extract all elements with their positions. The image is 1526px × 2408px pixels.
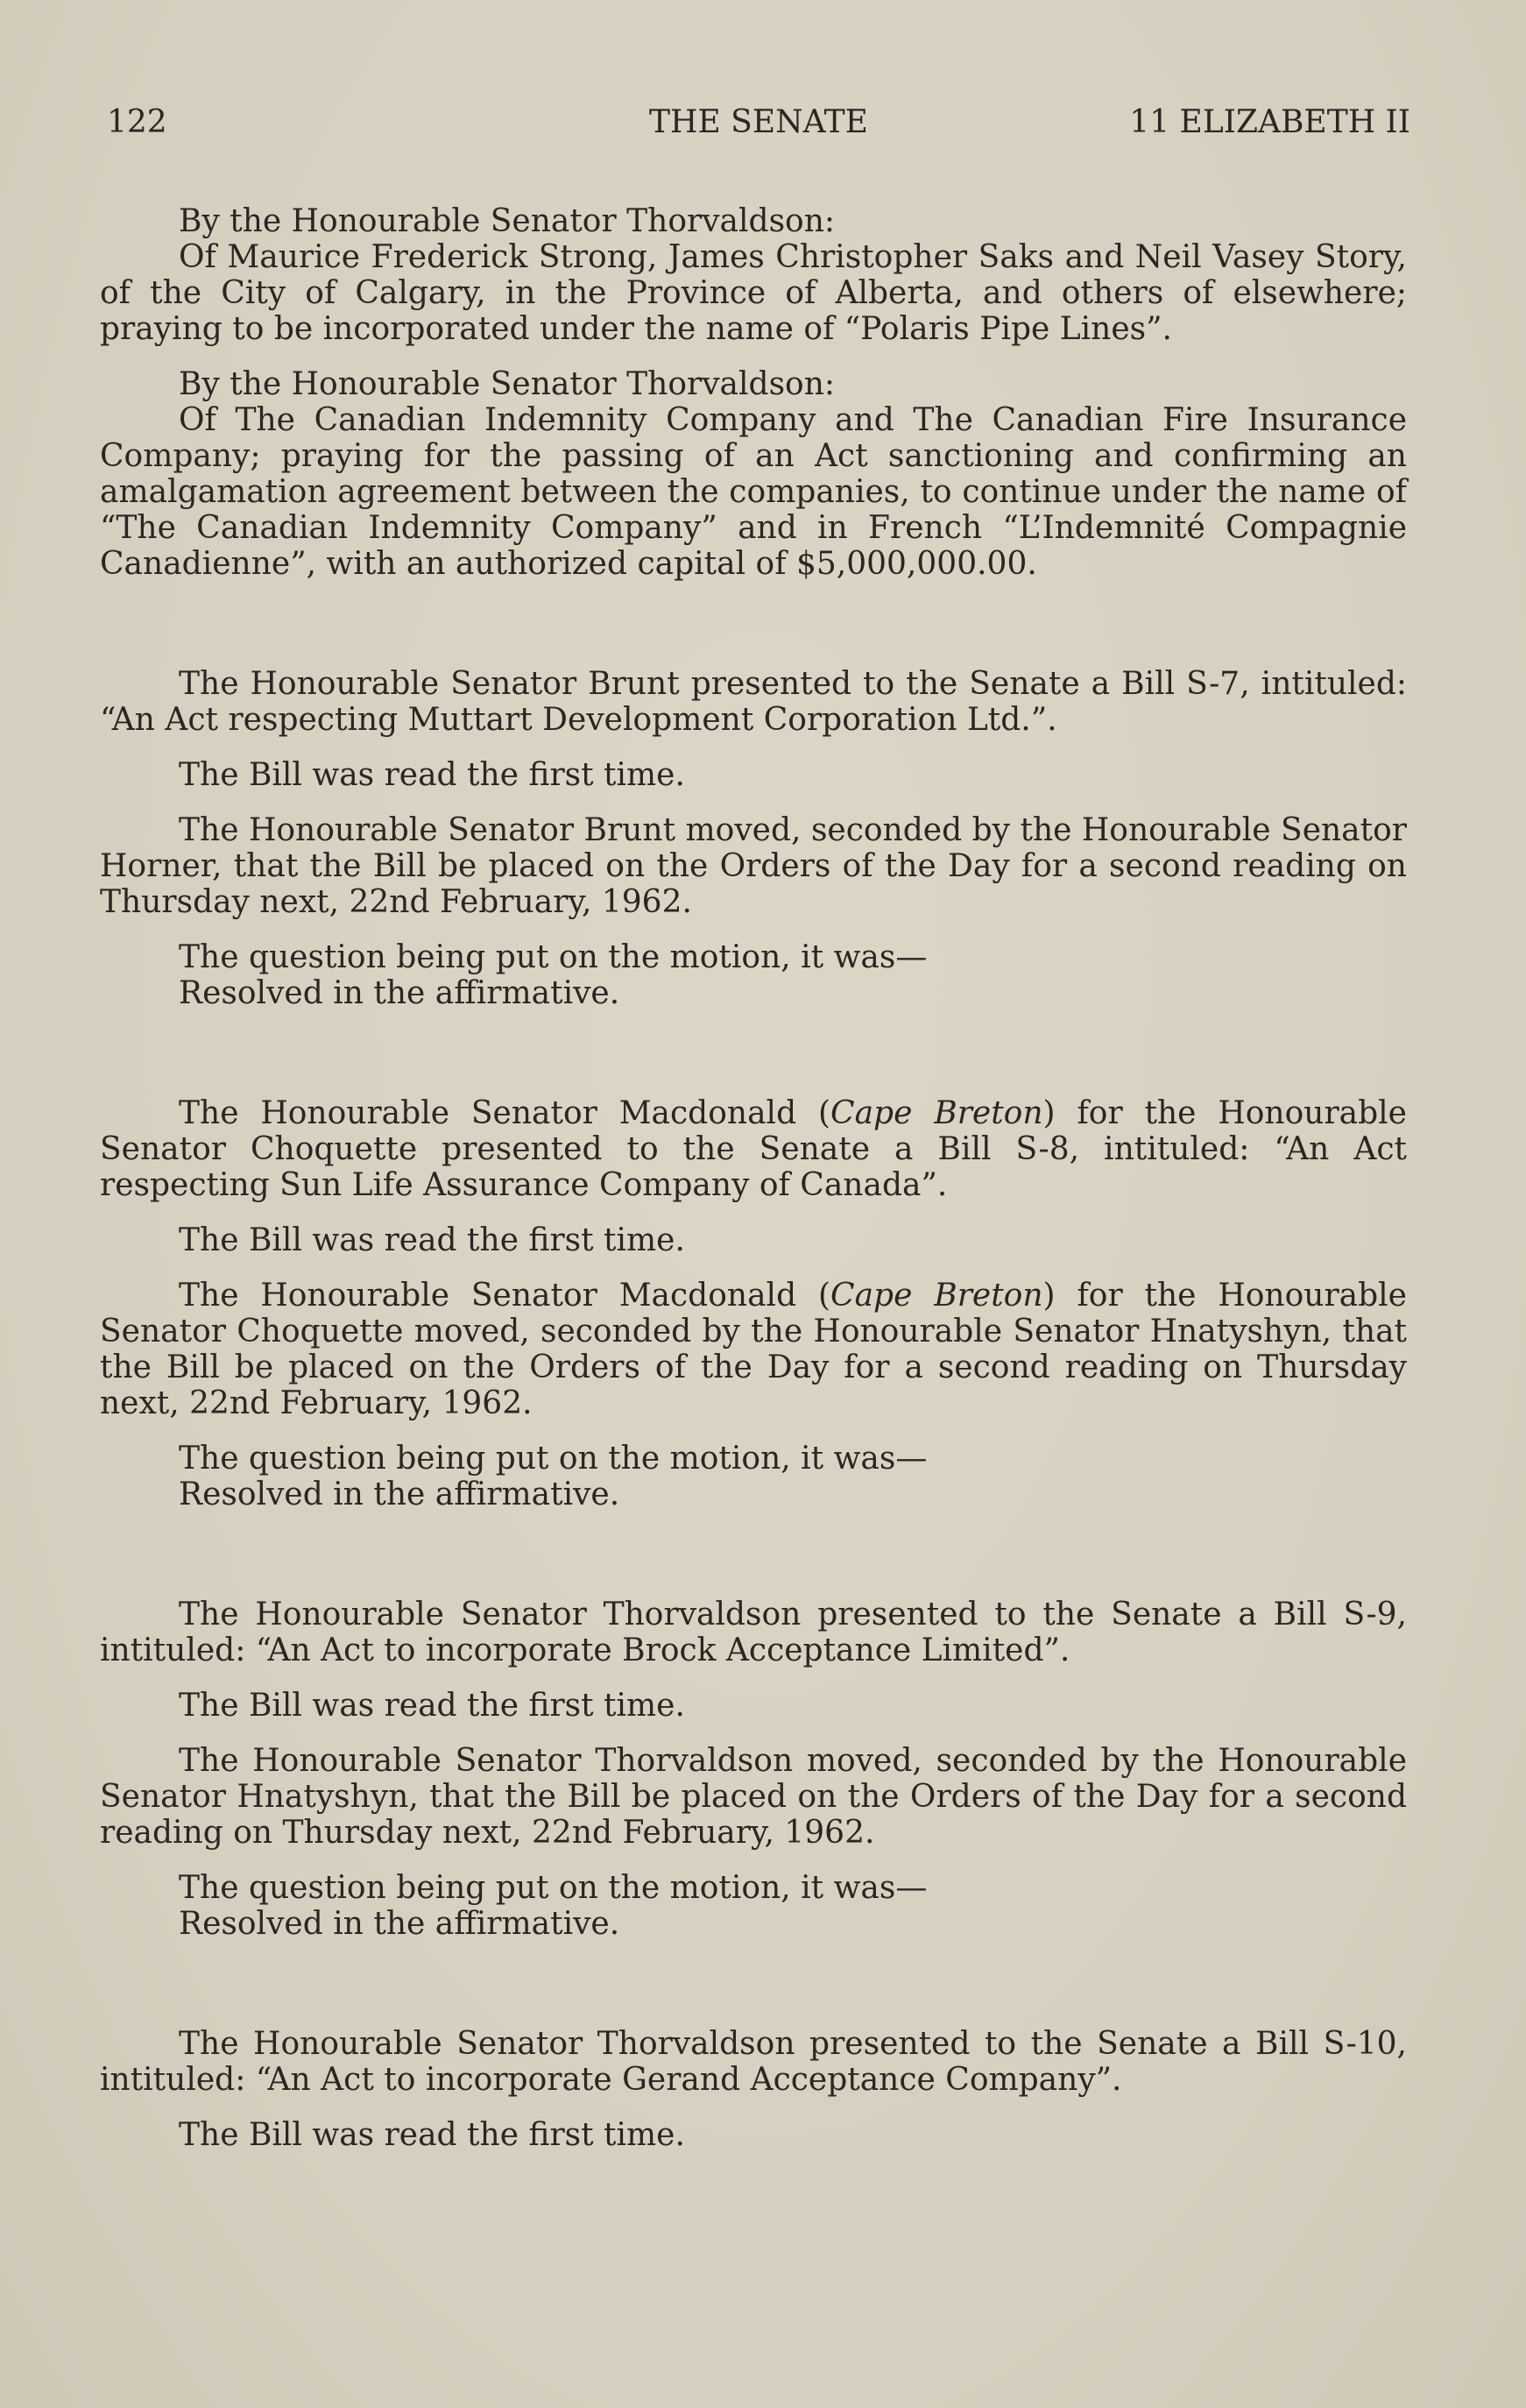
bill-s8-presented-b: ) for the Honourable Senator Choquette presented to the Senate a Bill S-8, intituled: “An Act respecting Sun Life Assurance Company of Canada”. bbox=[100, 1095, 1407, 1203]
bill-s8-resolved: Resolved in the affirmative. bbox=[179, 1477, 620, 1512]
bill-s10-first-reading: The Bill was read the first time. bbox=[179, 2117, 685, 2153]
bill-s7-motion: The Honourable Senator Brunt moved, seconded by the Honourable Senator Horner, that the Bill be placed on the Orders of the Day for a second reading on Thursday next, 22nd February, 1962. bbox=[100, 812, 1407, 920]
bill-s10-presented: The Honourable Senator Thorvaldson presented to the Senate a Bill S-10, intituled: “An Act to incorporate Gerand Acceptance Company”. bbox=[100, 2026, 1407, 2098]
bill-s8-motion-b: ) for the Honourable Senator Choquette moved, seconded by the Honourable Senator Hnatyshyn, that the Bill be placed on the Orders of the Day for a second reading on Thursday next, 22nd February, 1962. bbox=[100, 1278, 1407, 1421]
header-session: 11 ELIZABETH II bbox=[1129, 104, 1410, 140]
bill-s8-question: The question being put on the motion, it was— bbox=[179, 1441, 928, 1477]
header-title: THE SENATE bbox=[649, 104, 868, 140]
bill-s8-presented-riding: Cape Breton bbox=[830, 1095, 1043, 1131]
petition-2-by: By the Honourable Senator Thorvaldson: bbox=[179, 366, 836, 402]
page-number: 122 bbox=[107, 104, 167, 140]
bill-s8-motion-a: The Honourable Senator Macdonald ( bbox=[179, 1278, 831, 1314]
bill-s9-presented: The Honourable Senator Thorvaldson presented to the Senate a Bill S-9, intituled: “An Act to incorporate Brock Acceptance Limited”. bbox=[100, 1597, 1407, 1668]
bill-s7-first-reading: The Bill was read the first time. bbox=[179, 757, 685, 793]
bill-s7-question: The question being put on the motion, it was— bbox=[179, 939, 928, 975]
petition-2-text: Of The Canadian Indemnity Company and The Canadian Fire Insurance Company; praying for the passing of an Act sanctioning and confirming an amalgamation agreement between the companies, to continue under the name of “The Canadian Indemnity Company” and in French “L’Indemnité Compagnie Canadienne”, with an authorized capital of $5,000,000.00. bbox=[100, 402, 1407, 582]
bill-s9-resolved: Resolved in the affirmative. bbox=[179, 1906, 620, 1942]
petition-1-by: By the Honourable Senator Thorvaldson: bbox=[179, 203, 836, 239]
petition-1-text: Of Maurice Frederick Strong, James Christopher Saks and Neil Vasey Story, of the City of Calgary, in the Province of Alberta, and others of elsewhere; praying to be incorporated under the name of “Polaris Pipe Lines”. bbox=[100, 239, 1407, 347]
page-body bbox=[100, 203, 1407, 2153]
bill-s9-motion: The Honourable Senator Thorvaldson moved, seconded by the Honourable Senator Hnatyshyn, that the Bill be placed on the Orders of the Day for a second reading on Thursday next, 22nd February, 1962. bbox=[100, 1743, 1407, 1851]
bill-s9-question: The question being put on the motion, it was— bbox=[179, 1870, 928, 1906]
bill-s8-motion-riding: Cape Breton bbox=[830, 1278, 1043, 1314]
bill-s8-first-reading: The Bill was read the first time. bbox=[179, 1222, 685, 1258]
bill-s8-presented-a: The Honourable Senator Macdonald ( bbox=[179, 1095, 831, 1131]
bill-s7-resolved: Resolved in the affirmative. bbox=[179, 975, 620, 1011]
bill-s7-presented: The Honourable Senator Brunt presented to the Senate a Bill S-7, intituled: “An Act respecting Muttart Development Corporation Ltd.”. bbox=[100, 666, 1407, 738]
bill-s8-motion bbox=[100, 1278, 1407, 1421]
bill-s8-presented bbox=[100, 1095, 1407, 1203]
bill-s9-first-reading: The Bill was read the first time. bbox=[179, 1688, 685, 1724]
